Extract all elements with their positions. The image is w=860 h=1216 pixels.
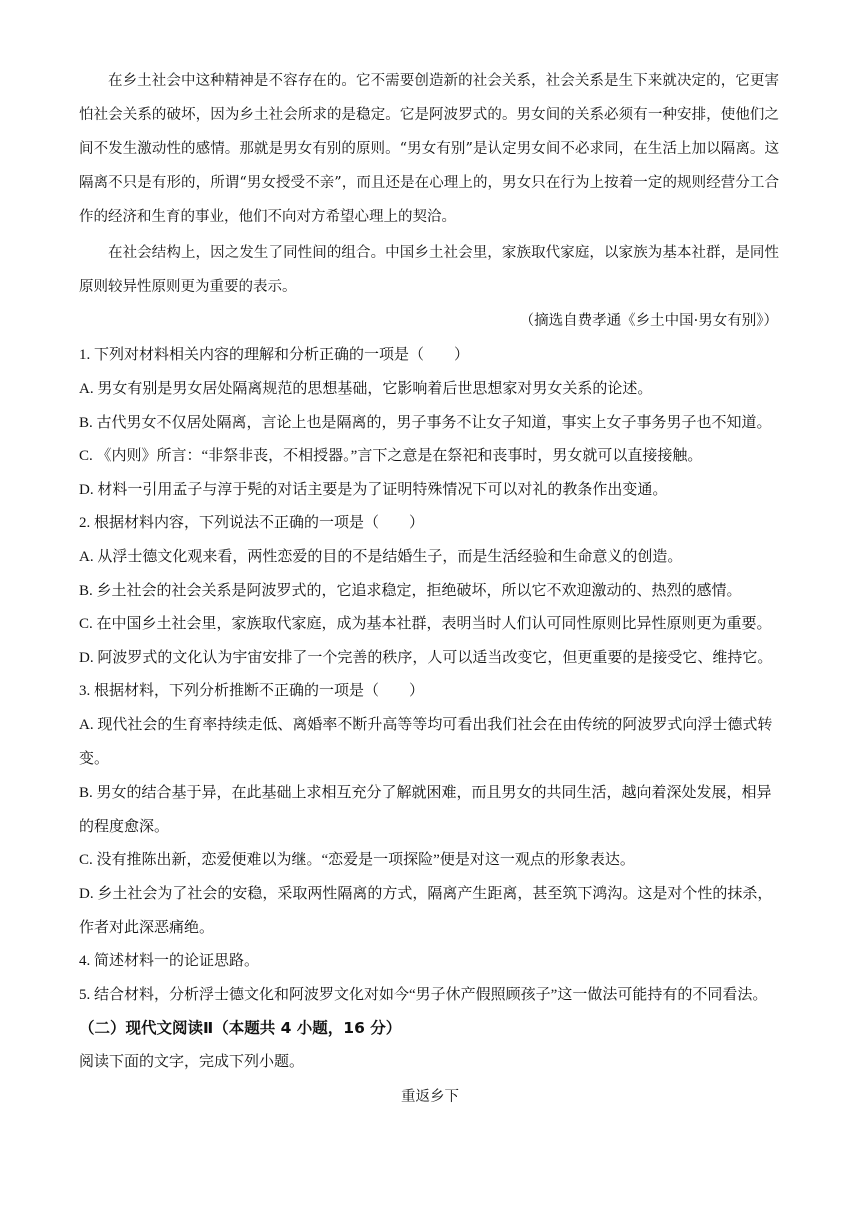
question-1-option-b: B. 古代男女不仅居处隔离，言论上也是隔离的，男子事务不让女子知道，事实上女子事务男子也不知道。 <box>79 415 772 431</box>
passage-paragraph-1: 在乡土社会中这种精神是不容存在的。它不需要创造新的社会关系，社会关系是生下来就决定的，它更害怕社会关系的破坏，因为乡土社会所求的是稳定。它是阿波罗式的。男女间的关系必须有一种安排，使他们之间不发生激动性的感情。那就是男女有别的原则。“男女有别”是认定男女间不必求同，在生活上加以隔离。这隔离不只是有形的，所谓“男女授受不亲”，而且还是在心理上的，男女只在行为上按着一定的规则经营分工合作的经济和生育的事业，他们不向对方希望心理上的契洽。 <box>79 73 779 225</box>
section-instruction: 阅读下面的文字，完成下列小题。 <box>79 1054 305 1070</box>
question-2-option-d: D. 阿波罗式的文化认为宇宙安排了一个完善的秩序，人可以适当改变它，但更重要的是接受它、维持它。 <box>79 650 773 666</box>
question-3-option-d: D. 乡土社会为了社会的安稳，采取两性隔离的方式，隔离产生距离，甚至筑下鸿沟。这是对个性的抹杀，作者对此深恶痛绝。 <box>79 886 773 936</box>
section-heading: （二）现代文阅读Ⅱ（本题共 4 小题，16 分） <box>79 1019 402 1037</box>
question-2-option-a: A. 从浮士德文化观来看，两性恋爱的目的不是结婚生子，而是生活经验和生命意义的创造。 <box>79 549 683 565</box>
question-3-option-b: B. 男女的结合基于异，在此基础上求相互充分了解就困难，而且男女的共同生活，越向着深处发展，相异的程度愈深。 <box>79 785 772 835</box>
question-3-option-c: C. 没有推陈出新，恋爱便难以为继。“恋爱是一项探险”便是对这一观点的形象表达。 <box>79 852 635 868</box>
question-4-stem: 4. 简述材料一的论证思路。 <box>79 953 260 969</box>
question-2-stem: 2. 根据材料内容，下列说法不正确的一项是（ ） <box>79 515 425 531</box>
question-1-stem: 1. 下列对材料相关内容的理解和分析正确的一项是（ ） <box>79 347 470 363</box>
question-5-stem: 5. 结合材料，分析浮士德文化和阿波罗文化对如今“男子休产假照顾孩子”这一做法可能持有的不同看法。 <box>79 987 768 1003</box>
question-3-stem: 3. 根据材料，下列分析推断不正确的一项是（ ） <box>79 683 425 699</box>
question-2-option-b: B. 乡土社会的社会关系是阿波罗式的，它追求稳定，拒绝破坏，所以它不欢迎激动的、热烈的感情。 <box>79 583 742 599</box>
passage-paragraph-2: 在社会结构上，因之发生了同性间的组合。中国乡土社会里，家族取代家庭，以家族为基本社群，是同性原则较异性原则更为重要的表示。 <box>79 245 779 295</box>
question-1-option-d: D. 材料一引用孟子与淳于髡的对话主要是为了证明特殊情况下可以对礼的教条作出变通。 <box>79 482 668 498</box>
question-1-option-c: C. 《内则》所言：“非祭非丧，不相授器。”言下之意是在祭祀和丧事时，男女就可以直接接触。 <box>79 448 703 464</box>
passage-title: 重返乡下 <box>401 1089 459 1105</box>
question-3-option-a: A. 现代社会的生育率持续走低、离婚率不断升高等等均可看出我们社会在由传统的阿波罗式向浮士德式转变。 <box>79 717 773 767</box>
question-1-option-a: A. 男女有别是男女居处隔离规范的思想基础，它影响着后世思想家对男女关系的论述。 <box>79 381 653 397</box>
passage-source: （摘选自费孝通《乡土中国·男女有别》） <box>519 313 778 329</box>
question-2-option-c: C. 在中国乡土社会里，家族取代家庭，成为基本社群，表明当时人们认可同性原则比异性原则更为重要。 <box>79 616 772 632</box>
